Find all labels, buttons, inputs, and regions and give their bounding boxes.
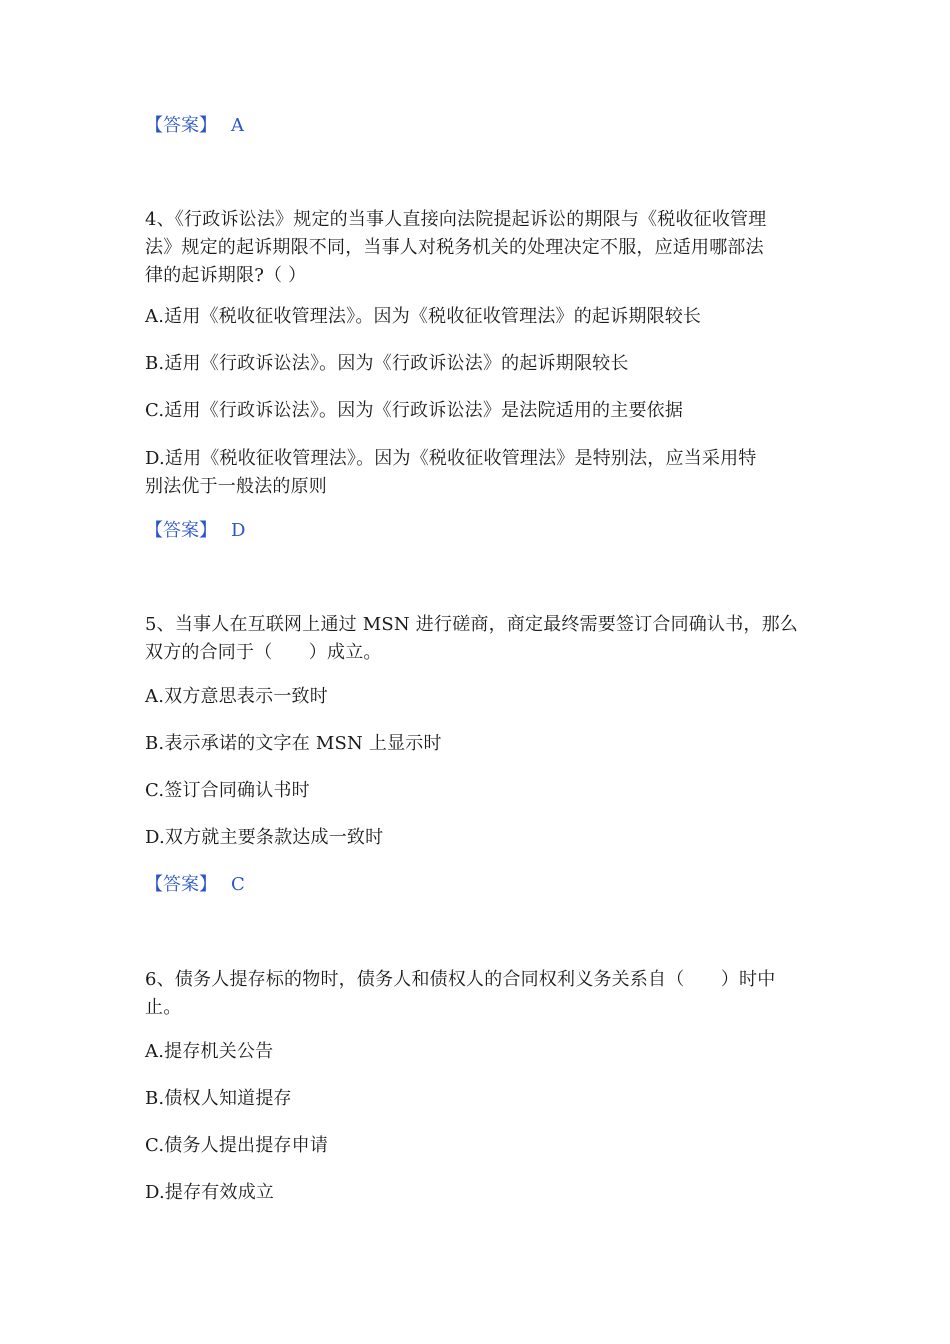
q4-option-c: C.适用《行政诉讼法》。因为《行政诉讼法》是法院适用的主要依据	[145, 400, 684, 421]
answer-label: 【答案】	[145, 115, 217, 136]
answer-value: D	[231, 520, 246, 541]
q4-option-a: A.适用《税收征收管理法》。因为《税收征收管理法》的起诉期限较长	[145, 306, 702, 327]
answer-label: 【答案】	[145, 520, 217, 541]
q5-answer	[145, 871, 815, 899]
q6-option-b: B.债权人知道提存	[145, 1088, 292, 1109]
q4-option-d	[145, 445, 815, 501]
question-line: 律的起诉期限?（ ）	[145, 265, 307, 286]
answer-label: 【答案】	[145, 874, 217, 895]
q4-option-b: B.适用《行政诉讼法》。因为《行政诉讼法》的起诉期限较长	[145, 353, 629, 374]
q6-question	[145, 966, 815, 1022]
q6-option-c: C.债务人提出提存申请	[145, 1135, 329, 1156]
question-line: 6、债务人提存标的物时，债务人和债权人的合同权利义务关系自（ ）时中	[145, 969, 776, 990]
q5-option-b: B.表示承诺的文字在 MSN 上显示时	[145, 733, 442, 754]
q5-question	[145, 611, 815, 667]
q4-answer	[145, 517, 815, 545]
question-line: 双方的合同于（ ）成立。	[145, 642, 382, 663]
q6-option-a: A.提存机关公告	[145, 1041, 274, 1062]
q3-answer	[145, 112, 815, 140]
q5-option-c: C.签订合同确认书时	[145, 780, 310, 801]
q6-option-d: D.提存有效成立	[145, 1182, 275, 1203]
answer-value: C	[231, 874, 245, 895]
question-line: 5、当事人在互联网上通过 MSN 进行磋商，商定最终需要签订合同确认书，那么	[145, 614, 799, 635]
question-line: 止。	[145, 997, 182, 1018]
q5-option-a: A.双方意思表示一致时	[145, 686, 328, 707]
question-line: 4、《行政诉讼法》规定的当事人直接向法院提起诉讼的期限与《税收征收管理	[145, 209, 767, 230]
option-line: 别法优于一般法的原则	[145, 476, 327, 497]
q4-question	[145, 206, 815, 290]
answer-value: A	[231, 115, 244, 136]
question-line: 法》规定的起诉期限不同，当事人对税务机关的处理决定不服，应适用哪部法	[145, 237, 764, 258]
q5-option-d: D.双方就主要条款达成一致时	[145, 827, 384, 848]
option-line: D.适用《税收征收管理法》。因为《税收征收管理法》是特别法，应当采用特	[145, 448, 757, 469]
